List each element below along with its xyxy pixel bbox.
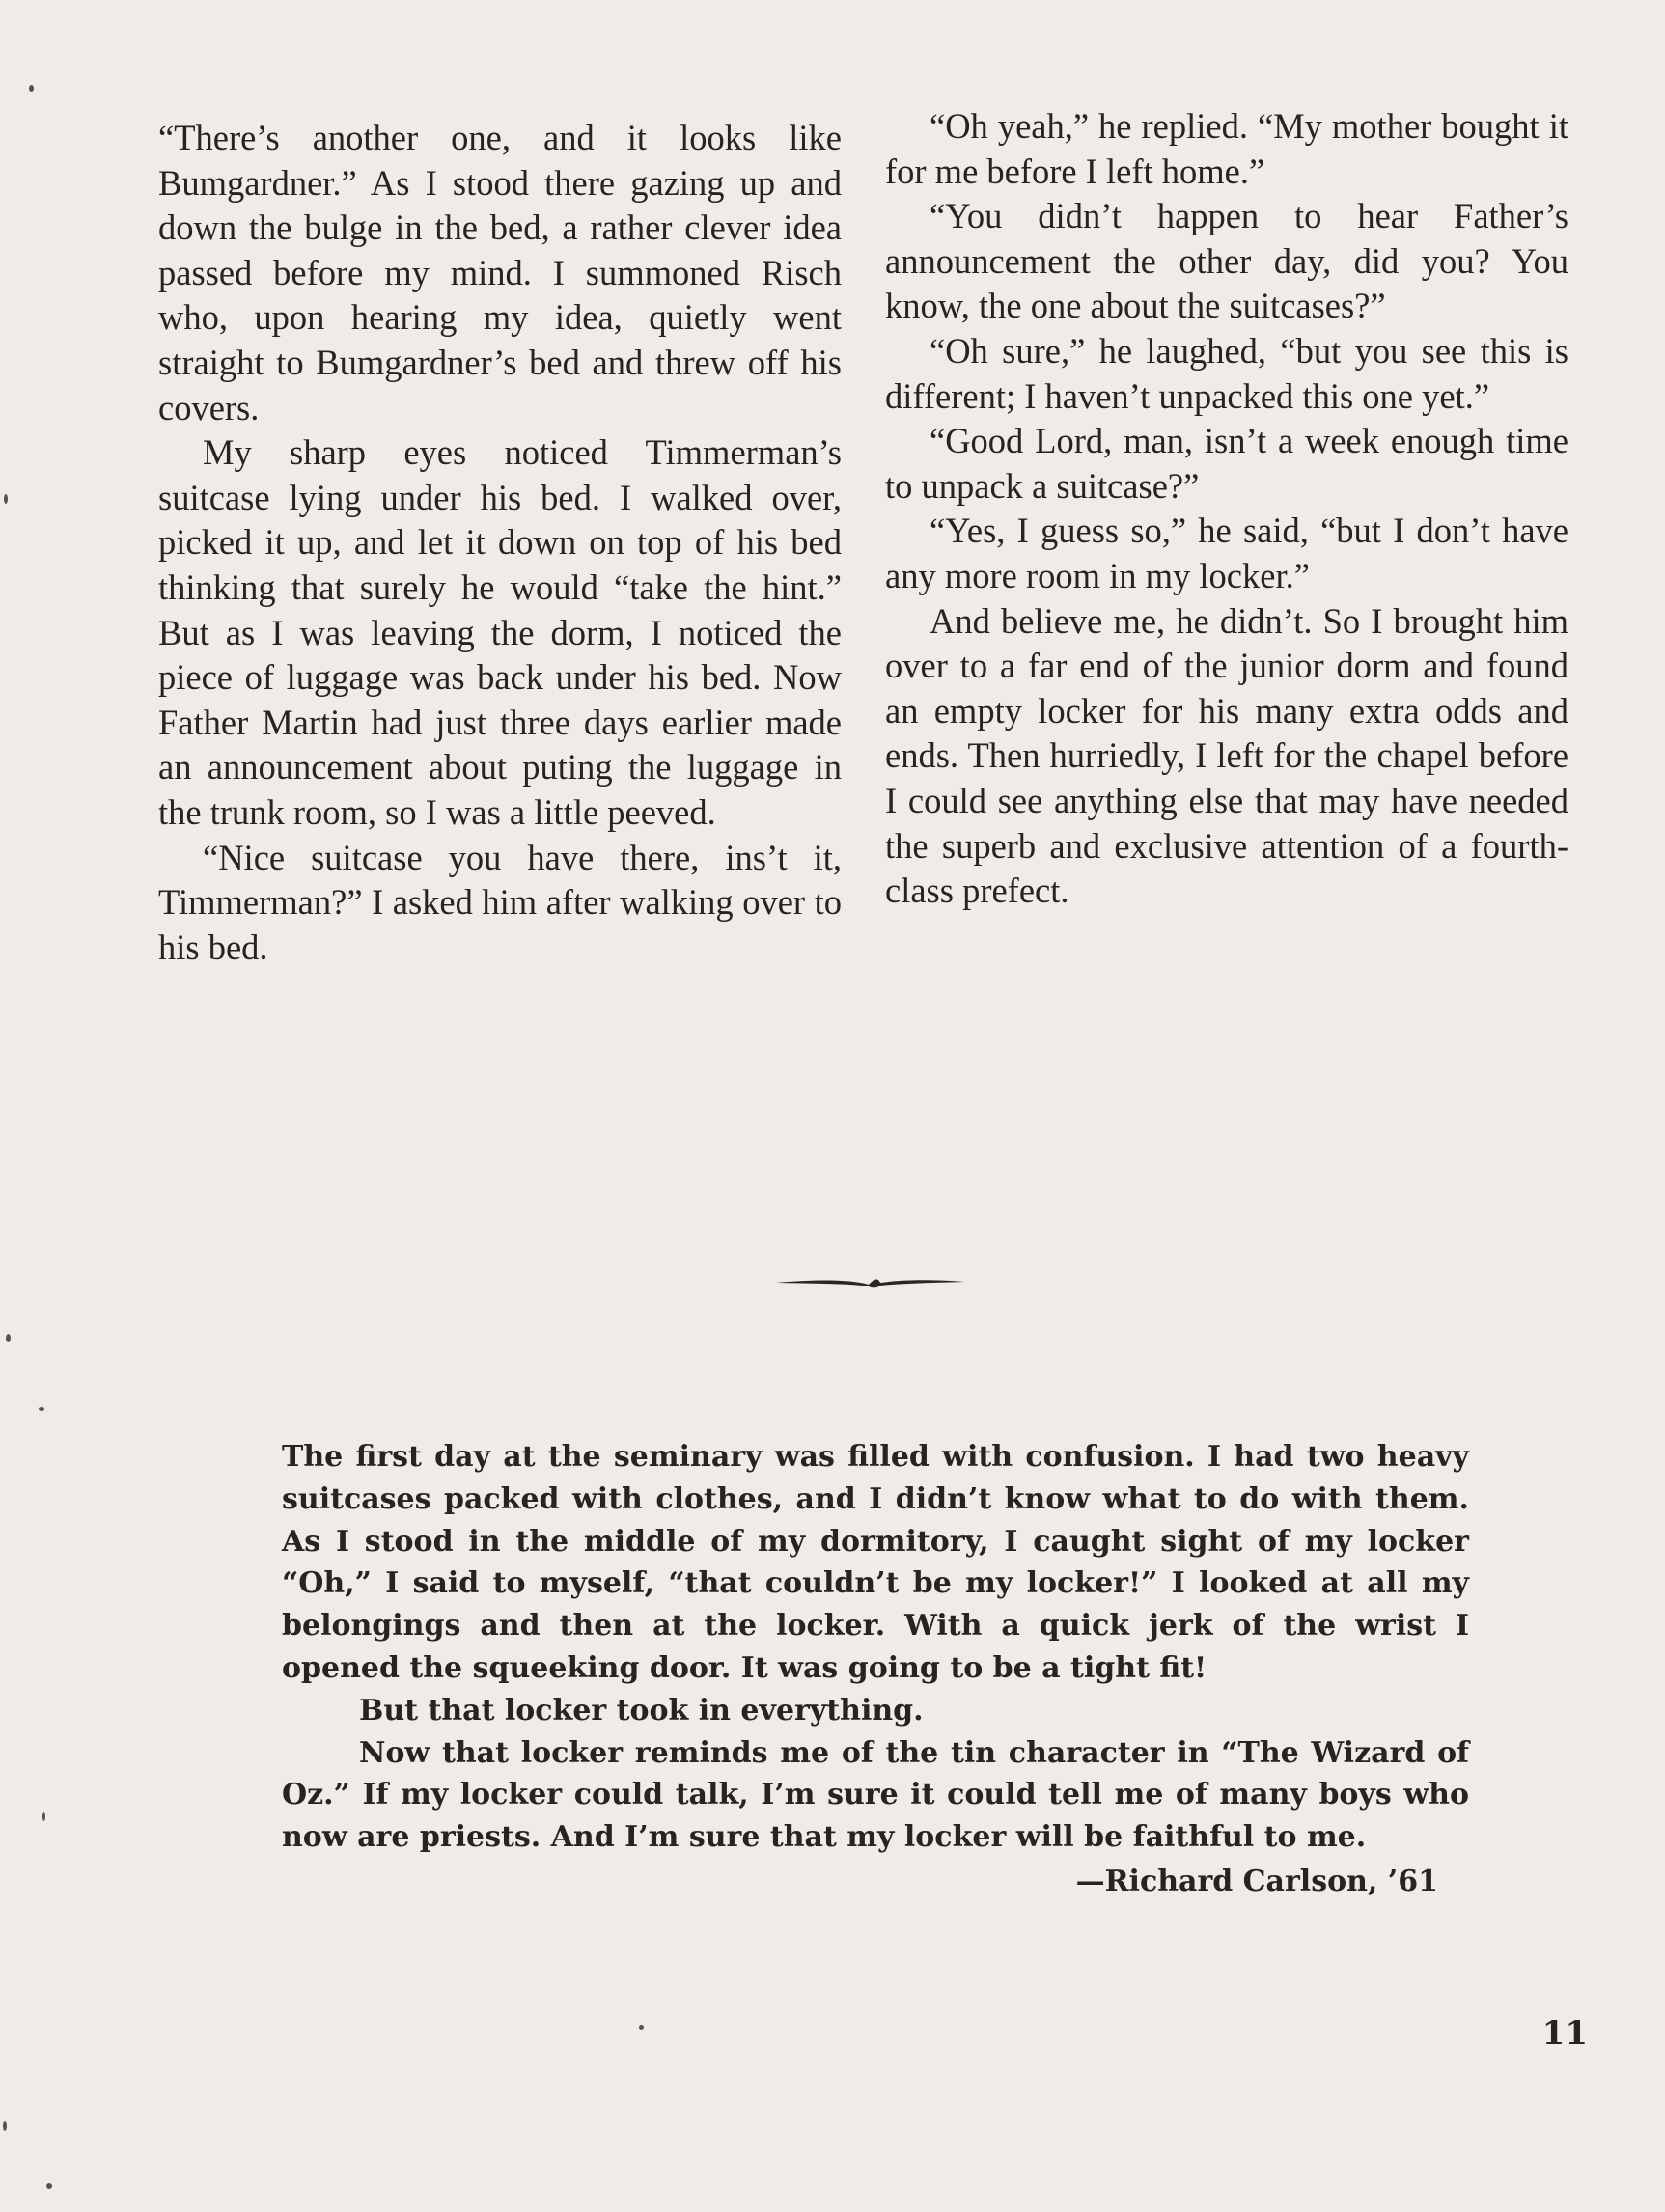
- sidebar-paragraph: But that locker took in everything.: [359, 1693, 924, 1728]
- story-paragraph: “Oh sure,” he laughed, “but you see this is different; I haven’t unpacked this one yet.”: [885, 330, 1568, 416]
- story-left-column: [158, 116, 842, 970]
- author-signature: —Richard Carlson, ’61: [1075, 1864, 1438, 1898]
- story-paragraph: “Oh yeah,” he replied. “My mother bought it for me before I left home.”: [885, 106, 1568, 191]
- binding-mark: [29, 85, 34, 92]
- story-paragraph: My sharp eyes noticed Timmerman’s suitcase lying under his bed. I walked over, picked it up, and let it down on top of his bed thinking that surely he would “take the hint.” But as I was leaving the dorm, I noticed the piece of luggage was back under his bed. Now Father Martin had just three days earlier made an announcement about puting the luggage in the trunk room, so I was a little peeved.: [158, 432, 842, 832]
- story-paragraph: “You didn’t happen to hear Father’s announcement the other day, did you? You know, the one about the suitcases?”: [885, 196, 1568, 326]
- binding-mark: [3, 2121, 7, 2131]
- binding-mark: [6, 1334, 11, 1342]
- binding-mark: [46, 2183, 52, 2189]
- binding-mark: [42, 1812, 45, 1821]
- sidebar-paragraph: The first day at the seminary was filled with confusion. I had two heavy suitcases packed with clothes, and I didn’t know what to do with them. As I stood in the middle of my dormitory, I caught sight of my locker “Oh,” I said to myself, “that couldn’t be my locker!” I looked at all my belongings and then at the locker. With a quick jerk of the wrist I opened the squeeking door. It was going to be a tight fit!: [282, 1440, 1469, 1685]
- page-number: 11: [1541, 2014, 1588, 2053]
- binding-mark: [4, 494, 8, 504]
- sidebar-article: [282, 1436, 1469, 1903]
- paper-speck: [639, 2025, 644, 2030]
- section-divider-ornament: [774, 1274, 967, 1291]
- story-paragraph: “Good Lord, man, isn’t a week enough time to unpack a suitcase?”: [885, 421, 1568, 506]
- sidebar-paragraph: Now that locker reminds me of the tin character in “The Wizard of Oz.” If my locker could talk, I’m sure it could tell me of many boys who now are priests. And I’m sure that my locker will be faithful to me.: [282, 1735, 1469, 1855]
- story-paragraph: “Yes, I guess so,” he said, “but I don’t have any more room in my locker.”: [885, 511, 1568, 595]
- story-paragraph: “Nice suitcase you have there, ins’t it, Timmerman?” I asked him after walking over to his bed.: [158, 837, 842, 967]
- binding-mark: [39, 1407, 44, 1411]
- story-right-column: [885, 104, 1568, 914]
- story-paragraph: And believe me, he didn’t. So I brought him over to a far end of the junior dorm and found an empty locker for his many extra odds and ends. Then hurriedly, I left for the chapel before I could see anything else that may have needed the superb and exclusive attention of a fourth-class prefect.: [885, 600, 1568, 911]
- story-paragraph: “There’s another one, and it looks like Bumgardner.” As I stood there gazing up and down the bulge in the bed, a rather clever idea passed before my mind. I summoned Risch who, upon hearing my idea, quietly went straight to Bumgardner’s bed and threw off his covers.: [158, 118, 842, 428]
